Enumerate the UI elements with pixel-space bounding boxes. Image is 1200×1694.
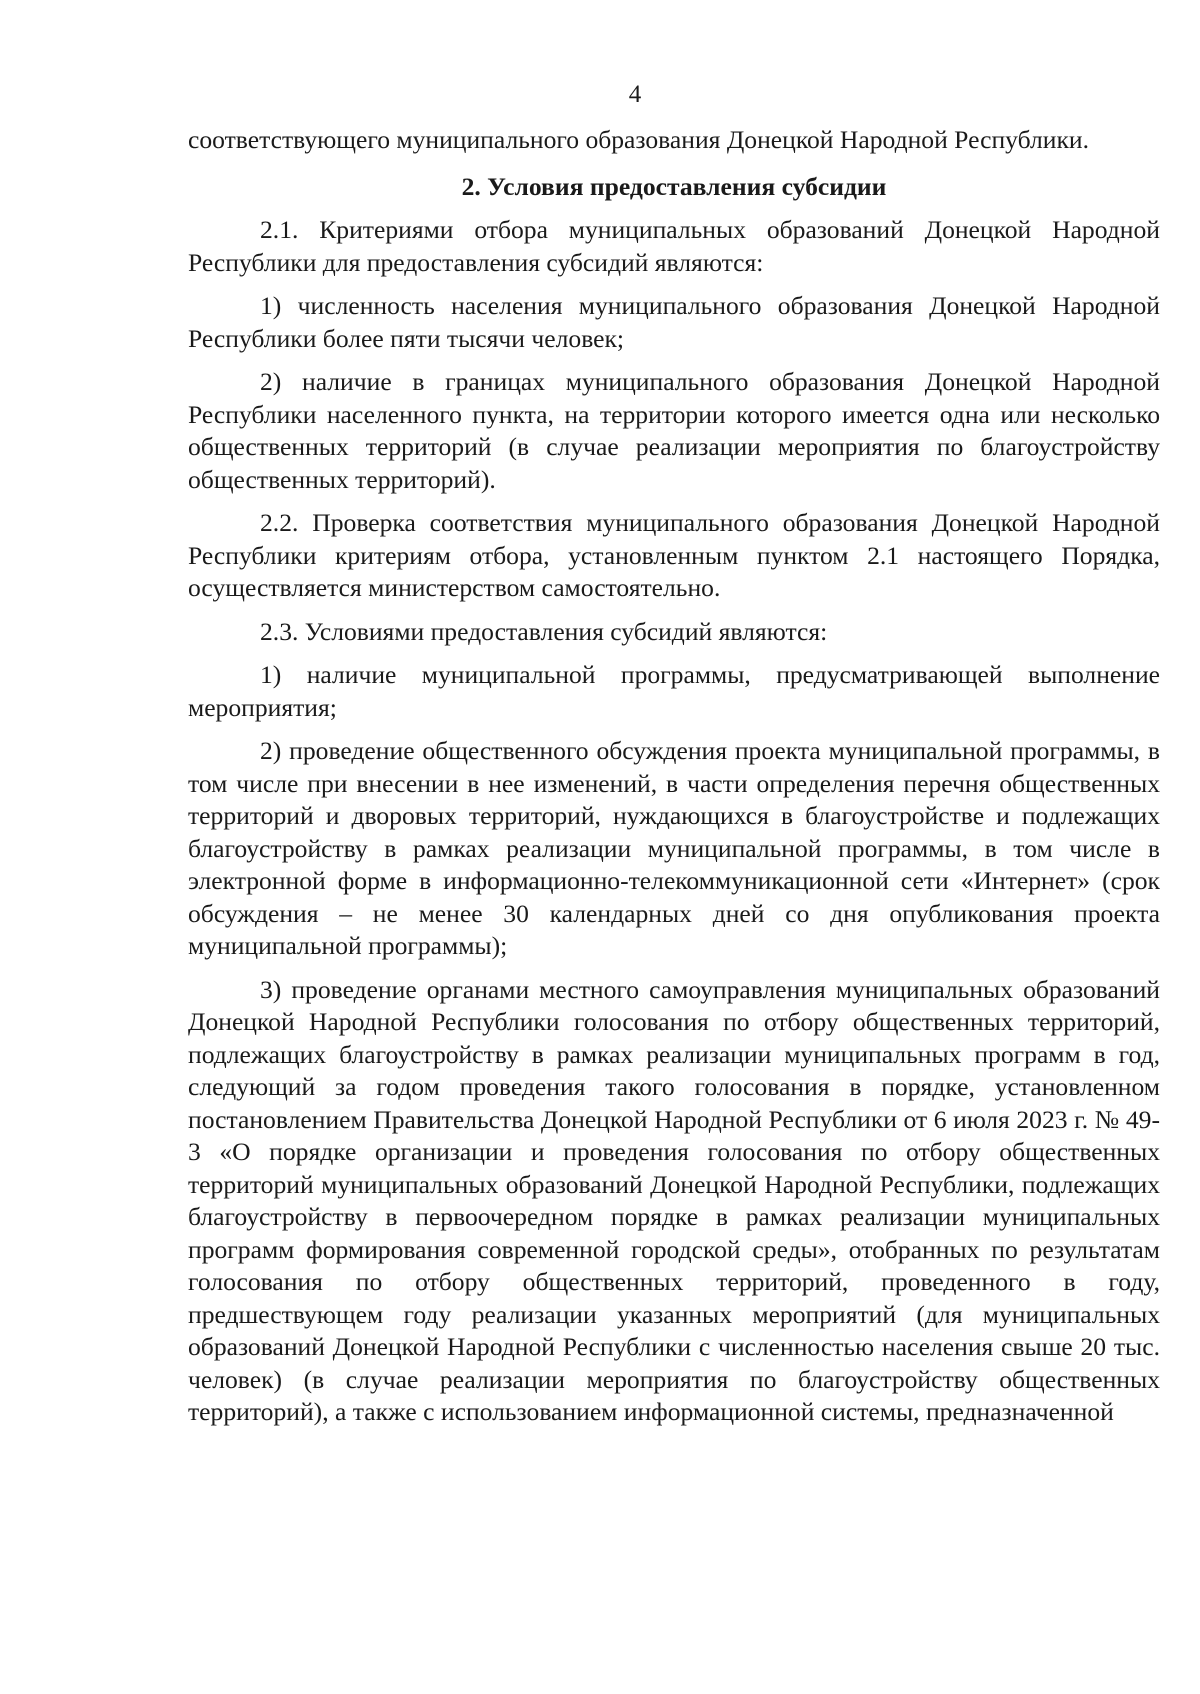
section-heading: 2. Условия предоставления субсидии: [461, 171, 887, 201]
paragraph-2-1: 2.1. Критериями отбора муниципальных образований Донецкой Народной Республики для предоставления субсидий являются:: [188, 215, 1160, 277]
paragraph-2-3-item-3: 3) проведение органами местного самоуправления муниципальных образований Донецкой Народной Республики голосования по отбору общественных территорий, подлежащих благоустройству в рамках реализации муниципальных программ в год, следующий за годом проведения такого голосования в порядке, установленном постановлением Правительства Донецкой Народной Республики от 6 июля 2023 г. № 49-3 «О порядке организации и проведения голосования по отбору общественных территорий муниципальных образований Донецкой Народной Республики, подлежащих благоустройству в первоочередном порядке в рамках реализации муниципальных программ формирования современной городской среды», отобранных по результатам голосования по отбору общественных территорий, проведенного в году, предшествующем году реализации указанных мероприятий (для муниципальных образований Донецкой Народной Республики с численностью населения свыше 20 тыс. человек) (в случае реализации мероприятия по благоустройству общественных территорий), а также с использованием информационной системы, предназначенной: [188, 974, 1160, 1426]
paragraph-2-3: 2.3. Условиями предоставления субсидий являются:: [260, 616, 828, 646]
paragraph-2-3-item-2: 2) проведение общественного обсуждения проекта муниципальной программы, в том числе при внесении в нее изменений, в части определения перечня общественных территорий и дворовых территорий, нуждающихся в благоустройстве и подлежащих благоустройству в рамках реализации муниципальной программы, в том числе в электронной форме в информационно-телекоммуникационной сети «Интернет» (срок обсуждения – не менее 30 календарных дней со дня опубликования проекта муниципальной программы);: [188, 736, 1160, 960]
intro-text: соответствующего муниципального образования Донецкой Народной Республики.: [188, 125, 1089, 154]
paragraph-2-2: 2.2. Проверка соответствия муниципального образования Донецкой Народной Республики критериям отбора, установленным пунктом 2.1 настоящего Порядка, осуществляется министерством самостоятельно.: [188, 508, 1160, 602]
paragraph-2-1-item-2: 2) наличие в границах муниципального образования Донецкой Народной Республики населенного пункта, на территории которого имеется одна или несколько общественных территорий (в случае реализации мероприятия по благоустройству общественных территорий).: [188, 367, 1160, 494]
paragraph-2-1-item-1: 1) численность населения муниципального образования Донецкой Народной Республики более пяти тысячи человек;: [188, 291, 1160, 353]
paragraph-2-3-item-1: 1) наличие муниципальной программы, предусматривающей выполнение мероприятия;: [188, 660, 1160, 722]
page-number: 4: [628, 81, 642, 108]
document-body: [188, 124, 1160, 1429]
